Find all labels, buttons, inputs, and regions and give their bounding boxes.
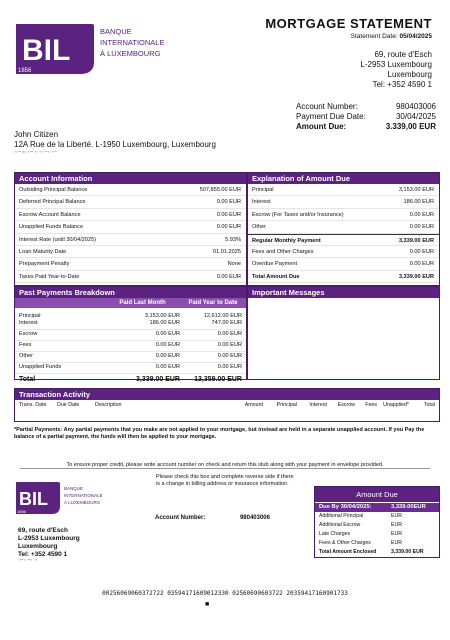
transaction-table-header <box>15 400 439 410</box>
account-info-label: Prepayment Penalty <box>19 261 70 268</box>
past-payment-row <box>15 352 246 363</box>
customer-street: 12A Rue de la Liberté. L-1950 Luxembourg, Luxembourg <box>14 140 216 149</box>
remit-account-row <box>155 515 270 521</box>
payment-due-date: 30/04/2025 <box>395 112 436 121</box>
handwritten-scribble: ˚˙’ ˜˙’˚’˙ ˚˙˜˙ ˚˙ ˙˚˙ ˜˙˚ ˙˚˙˜ <box>14 152 57 158</box>
account-information-rows <box>15 184 246 283</box>
past-payment-last: 0.00 EUR <box>155 353 180 359</box>
transaction-column-header: Description <box>95 402 122 408</box>
transaction-column-header: Due Date <box>57 402 80 408</box>
amount-due-row <box>315 521 439 530</box>
amount-due-label: Amount Due: <box>296 122 347 131</box>
pp-total-label: Total <box>19 376 36 383</box>
remit-street: 69, route d'Esch <box>18 527 68 534</box>
past-payment-last: 186.00 EUR <box>149 320 180 326</box>
amount-due-row <box>315 530 439 539</box>
bank-street: 69, route d'Esch <box>374 50 432 59</box>
transaction-column-header: Principal <box>276 402 297 408</box>
logo-mark-small: BIL <box>19 489 48 509</box>
statement-date: 05/04/2025 <box>399 33 432 40</box>
transaction-column-header: Total <box>423 402 435 408</box>
check-line-2: is a change in billing address or insurance information. <box>156 480 289 487</box>
account-info-row <box>15 209 246 221</box>
explanation-label: Total Amount Due <box>252 273 300 280</box>
explanation-row <box>248 184 439 196</box>
explanation-title: Explanation of Amount Due <box>248 173 439 184</box>
account-info-label: Loan Maturity Date <box>19 248 67 255</box>
account-number: 980403006 <box>395 102 436 111</box>
remit-account-number: 980403006 <box>239 515 270 521</box>
transaction-column-header: Trans. Date <box>19 402 47 408</box>
amount-due-row-value: EUR <box>391 540 402 546</box>
amount-due-row-label: Additional Escrow <box>319 522 361 528</box>
past-payment-label: Fees <box>19 342 32 348</box>
explanation-label: Principal <box>252 187 274 193</box>
payment-due-label: Payment Due Date: <box>296 112 366 121</box>
transaction-column-header: Unapplied* <box>383 402 409 408</box>
past-payment-label: Escrow <box>19 331 38 337</box>
explanation-label: Interest <box>252 199 271 206</box>
past-payment-ytd: 0.00 EUR <box>217 342 242 348</box>
statement-date-line <box>265 33 432 40</box>
tear-line <box>20 468 430 469</box>
account-info-row <box>15 258 246 270</box>
account-info-label: Outsiding Principal Balance <box>19 187 88 193</box>
important-messages-title: Important Messages <box>248 287 439 298</box>
pp-col-last-month: Paid Last Month <box>119 300 166 306</box>
remit-city: L-2953 Luxembourg <box>18 535 80 542</box>
amount-due-row-label: Total Amount Enclosed <box>319 549 377 555</box>
explanation-row <box>248 209 439 221</box>
account-summary <box>296 102 436 132</box>
payment-due-row <box>296 112 436 122</box>
account-info-row <box>15 246 246 258</box>
pp-col-label <box>15 298 105 308</box>
past-payment-label: Unapplied Funds <box>19 364 62 370</box>
explanation-row <box>248 221 439 233</box>
amount-due-row <box>315 548 439 557</box>
explanation-label: Overdue Payment <box>252 261 298 268</box>
account-info-row <box>15 196 246 208</box>
pp-total-ytd: 13,359.00 EUR <box>194 376 242 383</box>
past-payments-header <box>15 298 246 308</box>
customer-address <box>14 130 216 160</box>
logo-line2-small: INTERNATIONALE <box>64 493 103 498</box>
account-info-value: None <box>227 261 241 268</box>
logo-line1: BANQUE <box>100 27 132 36</box>
remit-address <box>18 527 80 567</box>
logo-line2: INTERNATIONALE <box>100 38 165 47</box>
remit-account-label: Account Number: <box>155 515 206 521</box>
explanation-row <box>248 246 439 258</box>
logo-year: 1856 <box>18 68 32 74</box>
amount-due: 3.339,00 EUR <box>385 122 436 131</box>
account-info-row <box>15 184 246 196</box>
past-payment-label: Interest <box>19 320 38 326</box>
remit-tel: Tel: +352 4590 1 <box>18 551 68 558</box>
past-payment-label: Principal <box>19 313 41 319</box>
transaction-activity-panel <box>14 388 440 422</box>
account-number-label: Account Number: <box>296 102 358 111</box>
past-payment-last: 3,153.00 EUR <box>144 313 180 319</box>
explanation-label: Fees and Other Charges <box>252 248 314 255</box>
explanation-value: 0.00 EUR <box>409 261 434 268</box>
amount-due-box-title: Amount Due <box>315 487 439 502</box>
amount-due-row-value: EUR <box>391 522 402 528</box>
barcode-number: 00256069060372722 03594171609012330 02560690603722 20359417160901733 <box>102 590 348 597</box>
amount-due-row-value: 3,339.00 EUR <box>391 549 424 555</box>
transaction-activity-title: Transaction Activity <box>15 389 439 400</box>
explanation-value: 3,339.00 EUR <box>398 237 434 244</box>
logo-line1-small: BANQUE <box>64 486 84 491</box>
logo-year-small: 1856 <box>17 509 26 514</box>
important-messages-panel <box>247 286 440 380</box>
explanation-panel <box>247 172 440 286</box>
explanation-label: Other <box>252 224 266 231</box>
past-payment-label: Other <box>19 353 33 359</box>
account-information-title: Account Information <box>15 173 246 184</box>
page-title: MORTGAGE STATEMENT <box>265 16 432 31</box>
past-payment-row <box>15 341 246 352</box>
explanation-row <box>248 258 439 270</box>
past-payment-ytd: 0.00 EUR <box>217 353 242 359</box>
past-payment-row <box>15 312 246 319</box>
past-payment-ytd: 12,612.00 EUR <box>203 313 242 319</box>
explanation-row <box>248 271 439 283</box>
amount-due-row-value: EUR <box>391 513 402 519</box>
amount-due-row-value: EUR <box>391 531 402 537</box>
pp-total-last: 3,339.00 EUR <box>136 376 180 383</box>
past-payment-ytd: 747.00 EUR <box>211 320 242 326</box>
account-info-label: Interest Rate (until 30/04/2025) <box>19 236 97 243</box>
account-info-row <box>15 271 246 283</box>
past-payment-row <box>15 319 246 330</box>
transaction-column-header: Interest <box>309 402 327 408</box>
bank-tel: Tel: +352 4590 1 <box>372 80 432 89</box>
account-info-value: 5.93% <box>225 236 241 243</box>
address-change-note <box>156 474 294 487</box>
amount-due-row-label: Additional Principal <box>319 513 364 519</box>
amount-due-row <box>296 122 436 132</box>
explanation-label: Escrow (For Taxes and/or Insurance) <box>252 211 344 218</box>
remit-instructions: To ensure proper credit, please write account number on check and return this stub along with your payment in envelope provided. <box>66 462 384 468</box>
account-info-label: Escrow Account Balance <box>19 211 81 218</box>
account-info-label: Deferred Principal Balance <box>19 199 86 206</box>
customer-name: John Citizen <box>14 130 59 139</box>
past-payment-ytd: 0.00 EUR <box>217 364 242 370</box>
amount-due-row <box>315 539 439 548</box>
explanation-row <box>248 196 439 208</box>
bank-address <box>360 50 432 90</box>
transaction-column-header: Escrow <box>337 402 355 408</box>
account-info-value: 0.00 EUR <box>216 273 241 280</box>
bank-country: Luxembourg <box>387 70 432 79</box>
remit-country: Luxembourg <box>18 543 58 550</box>
amount-due-row-value: 3,339.00EUR <box>391 504 426 510</box>
past-payment-ytd: 0.00 EUR <box>217 331 242 337</box>
explanation-rows <box>248 184 439 283</box>
logo-line3-small: À LUXEMBOURG <box>64 500 101 505</box>
past-payments-title: Past Payments Breakdown <box>15 287 246 298</box>
explanation-value: 0.00 EUR <box>409 211 434 218</box>
account-info-value: 0.00 EUR <box>216 211 241 218</box>
past-payment-last: 0.00 EUR <box>155 364 180 370</box>
partial-payments-note: *Partial Payments: Any partial payments that you make are not applied to your mortgage, but instead are held in a separate unapplied account. If you Pay the balance of a partial payment, the funds will then be applied to your mortgage. <box>14 427 425 440</box>
account-info-value: 507,855.00 EUR <box>199 187 241 193</box>
explanation-value: 0.00 EUR <box>409 224 434 231</box>
account-info-label: Taxes Paid Year-to-Date <box>19 273 80 280</box>
bank-city: L-2953 Luxembourg <box>360 60 432 69</box>
amount-due-row <box>315 503 439 512</box>
past-payment-row <box>15 363 246 374</box>
statement-date-label: Statement Date: <box>350 33 398 40</box>
past-payment-row <box>15 330 246 341</box>
statement-header <box>265 16 432 40</box>
past-payment-last: 0.00 EUR <box>155 342 180 348</box>
transaction-column-header: Amount <box>244 402 263 408</box>
amount-due-rows <box>315 503 439 557</box>
logo-mark: BIL <box>22 34 71 67</box>
pp-col-ytd: Paid Year to Date <box>188 300 238 306</box>
check-line-1: Please check this box and complete reverse side if there <box>156 474 294 480</box>
logo-line3: À LUXEMBOURG <box>100 49 161 58</box>
account-info-value: 0.00 EUR <box>216 199 241 206</box>
past-payment-last: 0.00 EUR <box>155 331 180 337</box>
remit-scribble: ˙˚˜˙˚ ˙˜˚˙ ˙˚˙ <box>18 560 39 566</box>
bil-logo <box>14 22 184 78</box>
account-info-value: 0.00 EUR <box>216 224 241 231</box>
explanation-value: 0.00 EUR <box>409 248 434 255</box>
account-info-row <box>15 234 246 246</box>
amount-due-row-label: Fees & Other Charges <box>319 540 371 546</box>
past-payments-total-row <box>15 374 246 385</box>
explanation-value: 3,153.00 EUR <box>398 187 434 193</box>
past-payments-panel <box>14 286 247 383</box>
explanation-label: Regular Monthly Payment <box>252 237 321 244</box>
bil-logo-small <box>14 480 124 518</box>
account-information-panel <box>14 172 247 286</box>
account-info-row <box>15 221 246 233</box>
amount-due-row <box>315 512 439 521</box>
cursor-marker: ■ <box>205 601 210 608</box>
account-number-row <box>296 102 436 112</box>
transaction-column-header: Fees <box>365 402 377 408</box>
explanation-value: 3,339.00 EUR <box>398 273 434 280</box>
amount-due-row-label: Due By 30/04/2025: <box>319 504 372 510</box>
account-info-value: 01.01.2025 <box>213 248 241 255</box>
amount-due-row-label: Late Charges <box>319 531 351 537</box>
past-payments-rows <box>15 312 246 374</box>
explanation-row <box>248 234 439 246</box>
explanation-value: 186.00 EUR <box>403 199 434 206</box>
account-info-label: Unapplied Funds Balance <box>19 224 84 231</box>
amount-due-box <box>314 486 440 558</box>
